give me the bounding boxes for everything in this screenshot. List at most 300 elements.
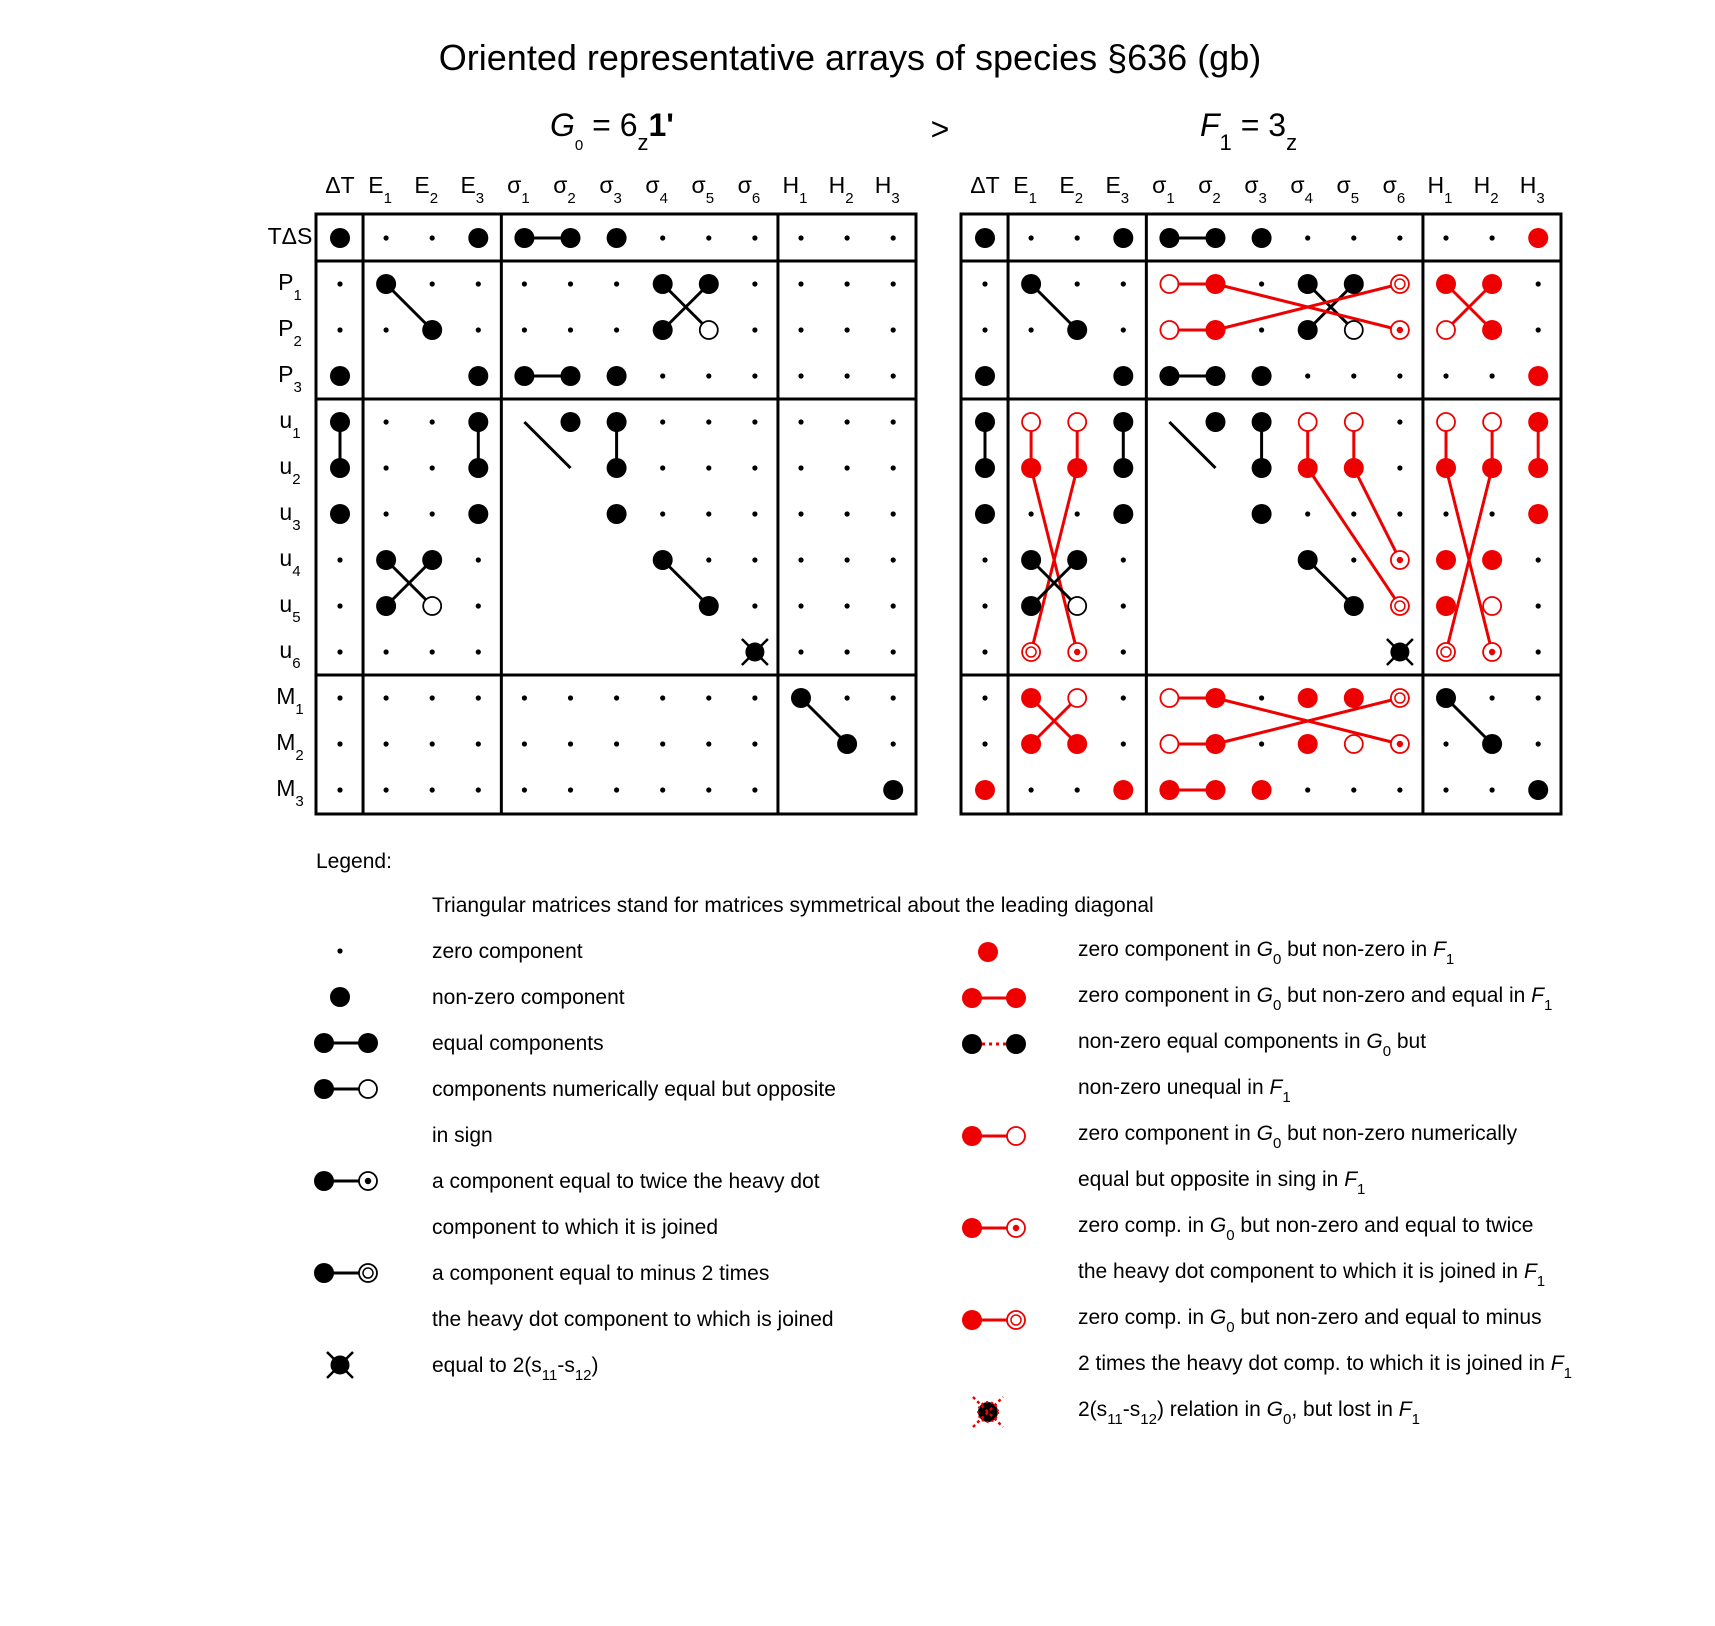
zero-component-dot <box>798 373 803 378</box>
component-big <box>330 412 350 432</box>
component-big <box>1113 228 1133 248</box>
zero-component-dot <box>1075 511 1080 516</box>
diagram-title: Oriented representative arrays of species §636 (gb) <box>438 37 1262 78</box>
zero-component-dot <box>798 465 803 470</box>
zero-component-dot <box>798 419 803 424</box>
zero-component-dot <box>1029 235 1034 240</box>
legend-right-column <box>962 938 1572 1428</box>
zero-component-dot <box>845 373 850 378</box>
zero-component-dot <box>430 235 435 240</box>
zero-component-dot <box>798 327 803 332</box>
row-label: $u_2$ <box>279 453 301 488</box>
zero-component-dot <box>384 787 389 792</box>
legend-text: the heavy dot component to which it is joined in $F_1$ <box>1078 1260 1546 1290</box>
zero-component-dot <box>660 373 665 378</box>
zero-component-dot <box>1121 557 1126 562</box>
component-big <box>1344 596 1364 616</box>
component-big <box>1159 780 1179 800</box>
component-big <box>1436 274 1456 294</box>
legend-symbol <box>962 1218 1025 1238</box>
legend-symbol <box>314 1033 378 1053</box>
zero-component-dot <box>798 603 803 608</box>
zero-component-dot <box>430 465 435 470</box>
zero-component-dot <box>752 511 757 516</box>
zero-component-dot <box>614 787 619 792</box>
zero-component-dot <box>1029 787 1034 792</box>
zero-component-dot <box>891 511 896 516</box>
zero-component-dot <box>1397 419 1402 424</box>
zero-component-dot <box>568 741 573 746</box>
zero-component-dot <box>982 281 987 286</box>
row-label: $M_2$ <box>276 729 304 764</box>
zero-component-dot <box>568 787 573 792</box>
legend-text: zero component in $G_0$ but non-zero numerically <box>1078 1122 1518 1152</box>
zero-component-dot <box>891 603 896 608</box>
zero-component-dot <box>337 603 342 608</box>
component-big <box>468 412 488 432</box>
zero-component-dot <box>384 695 389 700</box>
component-big <box>607 366 627 386</box>
zero-component-dot <box>1029 327 1034 332</box>
zero-component-dot <box>752 419 757 424</box>
component-big <box>1482 550 1502 570</box>
component-big <box>1482 274 1502 294</box>
legend-text: non-zero equal components in $G_0$ but <box>1078 1030 1427 1060</box>
zero-component-dot <box>1121 281 1126 286</box>
row-label: $u_1$ <box>279 407 301 442</box>
component-big <box>1113 504 1133 524</box>
component-big <box>1021 550 1041 570</box>
component-big <box>1206 274 1226 294</box>
column-header: $\sigma_5$ <box>691 172 715 207</box>
legend-note: Triangular matrices stand for matrices symmetrical about the leading diagonal <box>432 894 1154 917</box>
column-header: $H_2$ <box>828 172 854 207</box>
component-big <box>1298 458 1318 478</box>
zero-component-dot <box>384 465 389 470</box>
component-open <box>1483 597 1501 615</box>
component-big <box>975 412 995 432</box>
component-open <box>700 321 718 339</box>
legend-text: component to which it is joined <box>432 1216 718 1239</box>
zero-component-dot <box>891 235 896 240</box>
component-big <box>468 504 488 524</box>
zero-component-dot <box>1075 787 1080 792</box>
component-big <box>1528 458 1548 478</box>
column-header: $\sigma_6$ <box>737 172 761 207</box>
component-open <box>1483 413 1501 431</box>
legend-symbol <box>337 948 342 953</box>
zero-component-dot <box>476 603 481 608</box>
legend-text: equal to $2(s_{11}-s_{12})$ <box>432 1354 599 1384</box>
zero-component-dot <box>1305 235 1310 240</box>
component-big <box>1436 550 1456 570</box>
zero-component-dot <box>1490 787 1495 792</box>
zero-component-dot <box>982 603 987 608</box>
component-big <box>1528 412 1548 432</box>
legend-symbol <box>314 1079 377 1099</box>
legend-symbol <box>962 988 1026 1008</box>
zero-component-dot <box>1536 603 1541 608</box>
zero-component-dot <box>891 695 896 700</box>
zero-component-dot <box>337 649 342 654</box>
component-big <box>330 504 350 524</box>
component-open <box>1160 321 1178 339</box>
component-big <box>1206 780 1226 800</box>
component-open <box>1437 321 1455 339</box>
zero-component-dot <box>1536 327 1541 332</box>
zero-component-dot <box>982 327 987 332</box>
zero-component-dot <box>522 327 527 332</box>
component-open <box>1160 735 1178 753</box>
component-big <box>653 550 673 570</box>
component-ring <box>1022 643 1040 661</box>
zero-component-dot <box>430 281 435 286</box>
zero-component-dot <box>660 465 665 470</box>
column-header: $H_1$ <box>1427 172 1453 207</box>
component-dotc <box>1391 735 1409 753</box>
component-big <box>1067 734 1087 754</box>
component-big <box>330 228 350 248</box>
zero-component-dot <box>1443 741 1448 746</box>
zero-component-dot <box>891 373 896 378</box>
zero-component-dot <box>1443 787 1448 792</box>
zero-component-dot <box>476 557 481 562</box>
row-label: $P_3$ <box>278 361 302 396</box>
legend-symbol <box>314 1171 377 1191</box>
zero-component-dot <box>337 327 342 332</box>
component-big <box>1528 228 1548 248</box>
zero-component-dot <box>384 327 389 332</box>
component-big <box>1528 366 1548 386</box>
zero-component-dot <box>1490 373 1495 378</box>
zero-component-dot <box>384 649 389 654</box>
component-big <box>1528 504 1548 524</box>
zero-component-dot <box>1397 373 1402 378</box>
column-header: $E_2$ <box>414 172 439 207</box>
zero-component-dot <box>476 695 481 700</box>
component-big <box>1344 274 1364 294</box>
component-big <box>1067 320 1087 340</box>
legend-text: zero component <box>432 940 583 963</box>
zero-component-dot <box>706 695 711 700</box>
column-header: $\sigma_6$ <box>1382 172 1406 207</box>
zero-component-dot <box>798 281 803 286</box>
component-big <box>561 366 581 386</box>
zero-component-dot <box>430 695 435 700</box>
zero-component-dot <box>706 373 711 378</box>
right-heading: $F_1 = 3_z$ <box>1200 107 1298 155</box>
zero-component-dot <box>614 741 619 746</box>
component-big <box>561 412 581 432</box>
component-big <box>422 320 442 340</box>
legend-text: zero component in $G_0$ but non-zero and equal in $F_1$ <box>1078 984 1553 1014</box>
component-big <box>837 734 857 754</box>
component-big <box>1528 780 1548 800</box>
zero-component-dot <box>798 235 803 240</box>
component-big <box>1021 596 1041 616</box>
component-big <box>1482 734 1502 754</box>
zero-component-dot <box>752 787 757 792</box>
zero-component-dot <box>706 419 711 424</box>
legend-symbol <box>314 1263 377 1283</box>
component-big <box>1298 734 1318 754</box>
component-big <box>1252 412 1272 432</box>
component-open <box>423 597 441 615</box>
legend-symbol <box>973 1397 1003 1427</box>
zero-component-dot <box>1351 373 1356 378</box>
zero-component-dot <box>1121 327 1126 332</box>
zero-component-dot <box>384 235 389 240</box>
component-big <box>330 458 350 478</box>
zero-component-dot <box>568 327 573 332</box>
component-big <box>376 550 396 570</box>
component-ring <box>1391 597 1409 615</box>
column-header: $\sigma_4$ <box>645 172 668 207</box>
zero-component-dot <box>614 281 619 286</box>
component-open <box>1160 689 1178 707</box>
zero-component-dot <box>337 787 342 792</box>
zero-component-dot <box>1305 373 1310 378</box>
component-big <box>1344 688 1364 708</box>
zero-component-dot <box>845 465 850 470</box>
zero-component-dot <box>1259 695 1264 700</box>
zero-component-dot <box>1075 235 1080 240</box>
zero-component-dot <box>1259 281 1264 286</box>
legend-left-column <box>314 940 836 1384</box>
zero-component-dot <box>1259 741 1264 746</box>
zero-component-dot <box>660 235 665 240</box>
legend-text: the heavy dot component to which is joined <box>432 1308 834 1331</box>
zero-component-dot <box>706 557 711 562</box>
zero-component-dot <box>798 649 803 654</box>
zero-component-dot <box>1351 787 1356 792</box>
zero-component-dot <box>430 787 435 792</box>
component-big <box>1298 550 1318 570</box>
zero-component-dot <box>845 281 850 286</box>
legend-text: non-zero unequal in $F_1$ <box>1078 1076 1291 1106</box>
component-open <box>1299 413 1317 431</box>
relation-symbol: > <box>930 111 950 147</box>
component-big <box>1252 366 1272 386</box>
component-big <box>1113 366 1133 386</box>
zero-component-dot <box>476 649 481 654</box>
zero-component-dot <box>337 557 342 562</box>
legend-text: $2(s_{11}-s_{12})$ relation in $G_0$, but lost in $F_1$ <box>1078 1398 1420 1428</box>
component-big <box>1298 274 1318 294</box>
component-ring <box>1391 689 1409 707</box>
row-labels <box>268 223 313 810</box>
zero-component-dot <box>845 649 850 654</box>
column-header: $\sigma_2$ <box>1198 172 1221 207</box>
zero-component-dot <box>891 419 896 424</box>
zero-component-dot <box>891 465 896 470</box>
component-big <box>883 780 903 800</box>
component-big <box>975 458 995 478</box>
zero-component-dot <box>752 741 757 746</box>
component-big <box>1252 458 1272 478</box>
component-open <box>1068 689 1086 707</box>
component-big <box>1113 780 1133 800</box>
component-big <box>607 412 627 432</box>
column-header: $\sigma_5$ <box>1336 172 1360 207</box>
legend-text: 2 times the heavy dot comp. to which it is joined in $F_1$ <box>1078 1352 1572 1382</box>
zero-component-dot <box>891 649 896 654</box>
zero-component-dot <box>430 741 435 746</box>
component-big <box>330 366 350 386</box>
component-big <box>1206 228 1226 248</box>
zero-component-dot <box>1536 649 1541 654</box>
zero-component-dot <box>568 695 573 700</box>
component-big <box>1021 688 1041 708</box>
column-header: $H_2$ <box>1473 172 1499 207</box>
zero-component-dot <box>1536 281 1541 286</box>
component-big <box>1436 688 1456 708</box>
zero-component-dot <box>337 741 342 746</box>
component-big <box>376 274 396 294</box>
zero-component-dot <box>660 511 665 516</box>
component-open <box>1345 413 1363 431</box>
zero-component-dot <box>1397 787 1402 792</box>
component-ring <box>1437 643 1455 661</box>
component-big <box>468 458 488 478</box>
row-label: TΔS <box>267 223 313 249</box>
zero-component-dot <box>845 603 850 608</box>
component-open <box>1345 321 1363 339</box>
zero-component-dot <box>1259 327 1264 332</box>
component-big <box>1206 734 1226 754</box>
zero-component-dot <box>891 281 896 286</box>
zero-component-dot <box>522 787 527 792</box>
component-big <box>1021 458 1041 478</box>
zero-component-dot <box>1397 511 1402 516</box>
zero-component-dot <box>1121 649 1126 654</box>
component-big <box>1436 596 1456 616</box>
zero-component-dot <box>845 695 850 700</box>
component-big <box>1159 228 1179 248</box>
component-open <box>1068 597 1086 615</box>
legend-symbol <box>327 1352 353 1378</box>
zero-component-dot <box>1351 557 1356 562</box>
zero-component-dot <box>384 741 389 746</box>
legend-symbol <box>978 942 998 962</box>
zero-component-dot <box>1536 557 1541 562</box>
zero-component-dot <box>891 327 896 332</box>
legend-text: in sign <box>432 1124 493 1147</box>
row-label: $P_1$ <box>278 269 302 304</box>
zero-component-dot <box>1443 373 1448 378</box>
row-label: $M_1$ <box>276 683 304 718</box>
zero-component-dot <box>522 281 527 286</box>
component-big <box>607 504 627 524</box>
legend-text: zero comp. in $G_0$ but non-zero and equal to twice <box>1078 1214 1534 1244</box>
zero-component-dot <box>337 281 342 286</box>
column-header: $\sigma_3$ <box>599 172 622 207</box>
zero-component-dot <box>752 557 757 562</box>
zero-component-dot <box>660 787 665 792</box>
zero-component-dot <box>1121 695 1126 700</box>
zero-component-dot <box>1443 235 1448 240</box>
component-big <box>653 320 673 340</box>
zero-component-dot <box>982 695 987 700</box>
zero-component-dot <box>522 695 527 700</box>
zero-component-dot <box>1305 511 1310 516</box>
row-label: $M_3$ <box>276 775 304 810</box>
component-open <box>1345 735 1363 753</box>
component-big <box>1113 412 1133 432</box>
zero-component-dot <box>1351 235 1356 240</box>
legend-text: zero component in $G_0$ but non-zero in $F_1$ <box>1078 938 1455 968</box>
column-header: $H_1$ <box>782 172 808 207</box>
zero-component-dot <box>752 603 757 608</box>
zero-component-dot <box>1536 741 1541 746</box>
component-big <box>607 458 627 478</box>
zero-component-dot <box>752 695 757 700</box>
zero-component-dot <box>798 511 803 516</box>
component-ring <box>1391 275 1409 293</box>
zero-component-dot <box>845 511 850 516</box>
left-heading: $G_0 = 6_z1'$ <box>550 107 674 155</box>
component-big <box>699 274 719 294</box>
legend-text: components numerically equal but opposite <box>432 1078 836 1101</box>
zero-component-dot <box>706 465 711 470</box>
zero-component-dot <box>660 741 665 746</box>
row-label: $P_2$ <box>278 315 302 350</box>
column-header: ΔT <box>325 172 355 198</box>
component-big <box>1344 458 1364 478</box>
component-big <box>1206 412 1226 432</box>
row-label: $u_3$ <box>279 499 301 534</box>
zero-component-dot <box>845 327 850 332</box>
column-header: $E_1$ <box>368 172 392 207</box>
legend-text: a component equal to minus 2 times <box>432 1262 770 1285</box>
zero-component-dot <box>660 695 665 700</box>
zero-component-dot <box>384 511 389 516</box>
component-open <box>1160 275 1178 293</box>
component-big <box>376 596 396 616</box>
zero-component-dot <box>614 327 619 332</box>
component-dotc <box>1391 321 1409 339</box>
row-label: $u_5$ <box>279 591 301 626</box>
column-header: $E_2$ <box>1059 172 1084 207</box>
component-open <box>1068 413 1086 431</box>
legend-text: equal but opposite in sing in $F_1$ <box>1078 1168 1366 1198</box>
zero-component-dot <box>384 419 389 424</box>
zero-component-dot <box>982 649 987 654</box>
component-big <box>975 366 995 386</box>
zero-component-dot <box>752 465 757 470</box>
zero-component-dot <box>1397 465 1402 470</box>
zero-component-dot <box>706 511 711 516</box>
component-open <box>1437 413 1455 431</box>
component-big <box>1206 366 1226 386</box>
component-big <box>422 550 442 570</box>
zero-component-dot <box>1029 511 1034 516</box>
component-dotc <box>1483 643 1501 661</box>
matrix-f1 <box>961 172 1561 814</box>
component-cross <box>1387 639 1413 665</box>
zero-component-dot <box>660 419 665 424</box>
zero-component-dot <box>706 235 711 240</box>
legend-text: a component equal to twice the heavy dot <box>432 1170 820 1193</box>
component-big <box>1067 458 1087 478</box>
legend-symbol <box>962 1310 1025 1330</box>
zero-component-dot <box>891 741 896 746</box>
component-big <box>1067 550 1087 570</box>
component-dotc <box>1068 643 1086 661</box>
zero-component-dot <box>1305 787 1310 792</box>
component-big <box>1298 688 1318 708</box>
component-big <box>1252 228 1272 248</box>
